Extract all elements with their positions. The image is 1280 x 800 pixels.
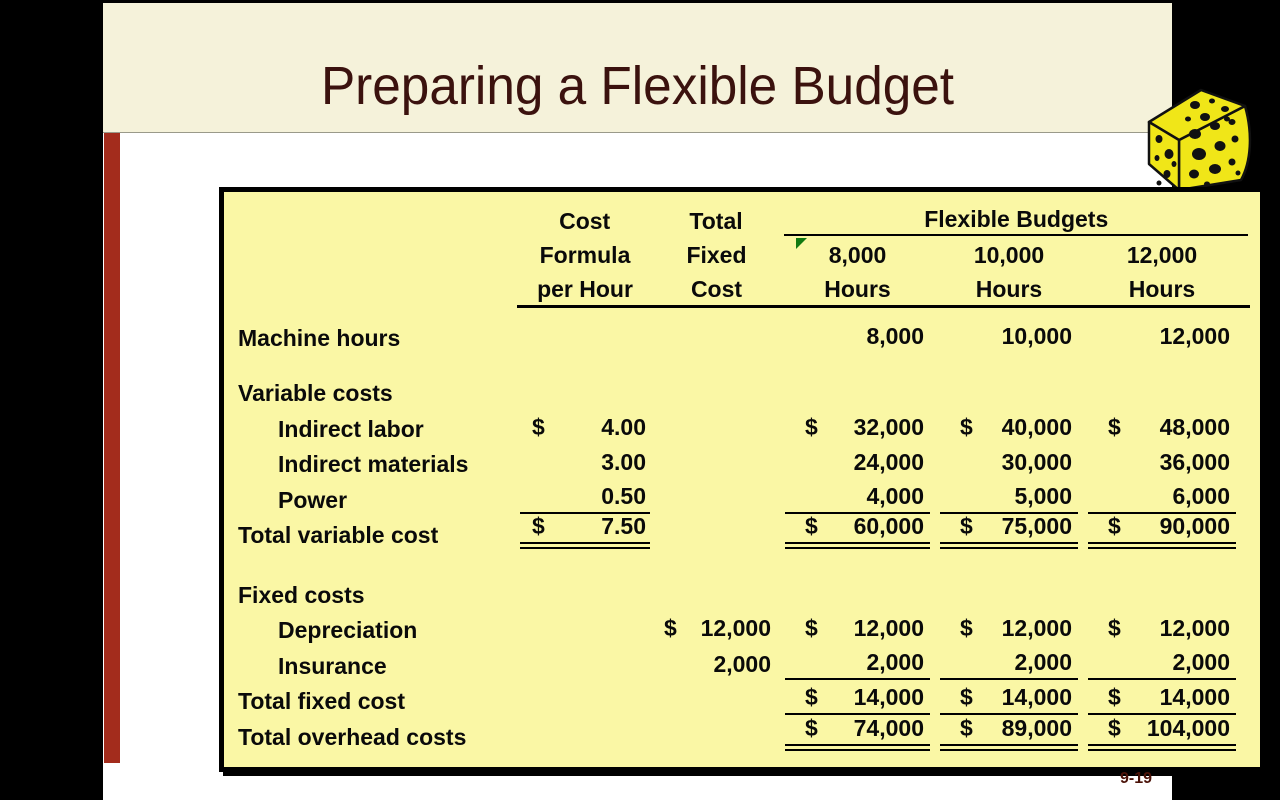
row-label: Total overhead costs <box>238 723 467 750</box>
table-header-row <box>236 202 1248 236</box>
col-header: Cost <box>559 208 611 234</box>
cheese-wedge-icon <box>1139 84 1257 194</box>
table-section-row <box>236 573 1248 609</box>
table-total-row: Total variable cost $ 7.50 $ 60,000 $ 75,000 $ 90,000 <box>236 514 1248 550</box>
row-label: Variable costs <box>238 380 393 406</box>
col-header: Formula <box>539 242 631 268</box>
table-row: Insurance 2,000 2,000 2,000 2,000 <box>236 644 1248 680</box>
row-label: Fixed costs <box>238 581 365 608</box>
row-label: Insurance <box>278 652 387 679</box>
row-label: Total variable cost <box>238 522 439 548</box>
col-header: 8,000 <box>828 242 887 268</box>
table-row: Power 0.50 4,000 5,000 6,000 <box>236 478 1248 514</box>
col-header: per Hour <box>537 276 633 302</box>
col-header: Hours <box>824 276 891 302</box>
table-total-row: Total fixed cost $ 14,000 $ 14,000 $ 14,000 <box>236 680 1248 716</box>
title-band <box>103 0 1172 133</box>
row-label: Total fixed cost <box>238 688 405 714</box>
table-total-row: Total overhead costs $ 74,000 $ 89,000 $ 104,000 <box>236 715 1248 751</box>
header-rule <box>517 305 1250 308</box>
row-label: Indirect labor <box>278 415 424 442</box>
slide-title: Preparing a Flexible Budget <box>320 56 955 116</box>
table-row: Depreciation $ 12,000 $ 12,000 $ 12,000 $ 12,000 <box>236 609 1248 645</box>
budget-table <box>219 187 1265 772</box>
col-header: Hours <box>1128 276 1196 302</box>
page-number: 9-19 <box>1119 770 1152 787</box>
col-header: Fixed <box>686 242 747 268</box>
table-section-row <box>236 372 1248 408</box>
table-header-row <box>236 270 1248 304</box>
row-label: Indirect materials <box>278 451 469 477</box>
green-corner-marker-icon <box>796 238 807 249</box>
accent-bar <box>104 133 120 763</box>
col-header: Total <box>689 208 743 234</box>
col-header: Hours <box>975 276 1043 302</box>
table-row: Machine hours 8,000 10,000 12,000 <box>238 322 1230 351</box>
row-label: Depreciation <box>278 617 418 643</box>
row-label: Machine hours <box>238 324 401 351</box>
col-group-header: Flexible Budgets <box>784 204 1248 236</box>
table-header-row <box>236 236 1248 270</box>
row-label: Power <box>278 486 348 513</box>
col-header: 10,000 <box>973 242 1045 268</box>
col-header: 12,000 <box>1126 242 1198 268</box>
slide-area <box>103 0 1230 800</box>
table-row: Indirect materials 3.00 24,000 30,000 36,000 <box>236 443 1248 479</box>
table-row: Indirect labor $ 4.00 $ 32,000 $ 40,000 $ 48,000 <box>236 407 1248 443</box>
col-header: Cost <box>690 276 743 302</box>
